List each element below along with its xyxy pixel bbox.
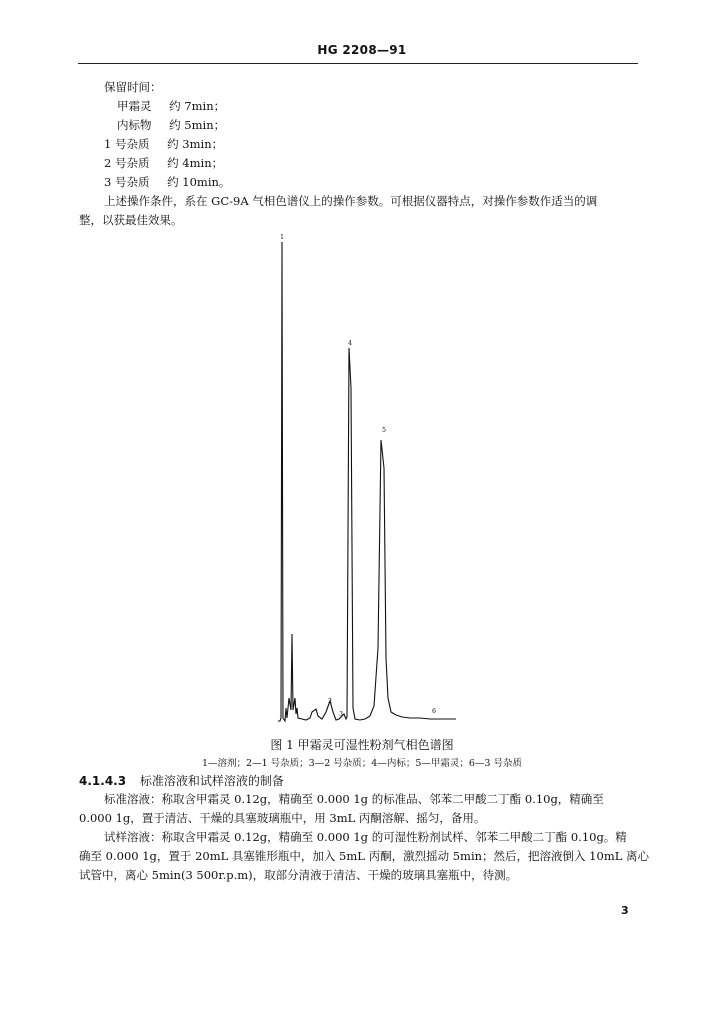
standard-solution-line-1: 标准溶液：称取含甲霜灵 0.12g，精确至 0.000 1g 的标准品、邻苯二甲酸二丁酯 0.10g，精确至 bbox=[104, 792, 604, 806]
section-heading bbox=[79, 772, 284, 789]
retention-item-value: 约 5min； bbox=[169, 118, 226, 132]
retention-item-internal-standard bbox=[117, 118, 225, 132]
retention-item-impurity-2 bbox=[104, 156, 223, 170]
peak-label-6: 6 bbox=[432, 708, 436, 715]
retention-item-value: 约 7min； bbox=[169, 99, 226, 113]
peak-label-4: 4 bbox=[348, 340, 352, 347]
standard-solution-line-2: 0.000 1g，置于清洁、干燥的具塞玻璃瓶中，用 3mL 丙酮溶解、摇匀，备用。 bbox=[79, 811, 486, 825]
sample-solution-line-2: 确至 0.000 1g，置于 20mL 具塞锥形瓶中，加入 5mL 丙酮，激烈摇动 5min；然后，把溶液倒入 10mL 离心 bbox=[79, 849, 650, 863]
retention-item-metalaxyl bbox=[117, 99, 225, 113]
operation-note-line-1: 上述操作条件，系在 GC-9A 气相色谱仪上的操作参数。可根据仪器特点，对操作参数作适当的调 bbox=[104, 194, 598, 208]
retention-item-name: 1 号杂质 bbox=[104, 137, 150, 151]
retention-item-value: 约 3min； bbox=[167, 137, 224, 151]
retention-item-name: 内标物 bbox=[117, 118, 152, 132]
retention-item-name: 3 号杂质 bbox=[104, 175, 150, 189]
retention-item-impurity-1 bbox=[104, 137, 223, 151]
chromatogram-trace bbox=[278, 242, 456, 721]
retention-heading: 保留时间： bbox=[104, 80, 162, 94]
page-number: 3 bbox=[621, 904, 629, 917]
retention-item-name: 2 号杂质 bbox=[104, 156, 150, 170]
peak-label-3: 3 bbox=[339, 711, 343, 718]
figure-caption: 图 1 甲霜灵可湿性粉剂气相色谱图 bbox=[270, 738, 454, 752]
peak-label-2: 2 bbox=[328, 698, 332, 705]
header-rule bbox=[78, 63, 638, 64]
section-number: 4.1.4.3 bbox=[79, 774, 127, 788]
sample-solution-line-3: 试管中，离心 5min(3 500r.p.m)，取部分清液于清洁、干燥的玻璃具塞瓶中，待测。 bbox=[79, 868, 518, 882]
standard-code: HG 2208—91 bbox=[317, 43, 407, 57]
retention-item-value: 约 4min； bbox=[167, 156, 224, 170]
section-title: 标准溶液和试样溶液的制备 bbox=[139, 774, 284, 788]
peak-label-5: 5 bbox=[382, 427, 386, 434]
figure-legend: 1—溶剂；2—1 号杂质；3—2 号杂质；4—内标；5—甲霜灵；6—3 号杂质 bbox=[202, 758, 522, 769]
retention-item-impurity-3 bbox=[104, 175, 230, 189]
operation-note-line-2: 整，以获最佳效果。 bbox=[79, 213, 183, 227]
retention-item-name: 甲霜灵 bbox=[117, 99, 152, 113]
sample-solution-line-1: 试样溶液：称取含甲霜灵 0.12g，精确至 0.000 1g 的可湿性粉剂试样、邻苯二甲酸二丁酯 0.10g。精 bbox=[104, 830, 627, 844]
chromatogram-figure bbox=[270, 228, 470, 728]
retention-item-value: 约 10min。 bbox=[167, 175, 231, 189]
peak-label-1: 1 bbox=[280, 234, 284, 241]
